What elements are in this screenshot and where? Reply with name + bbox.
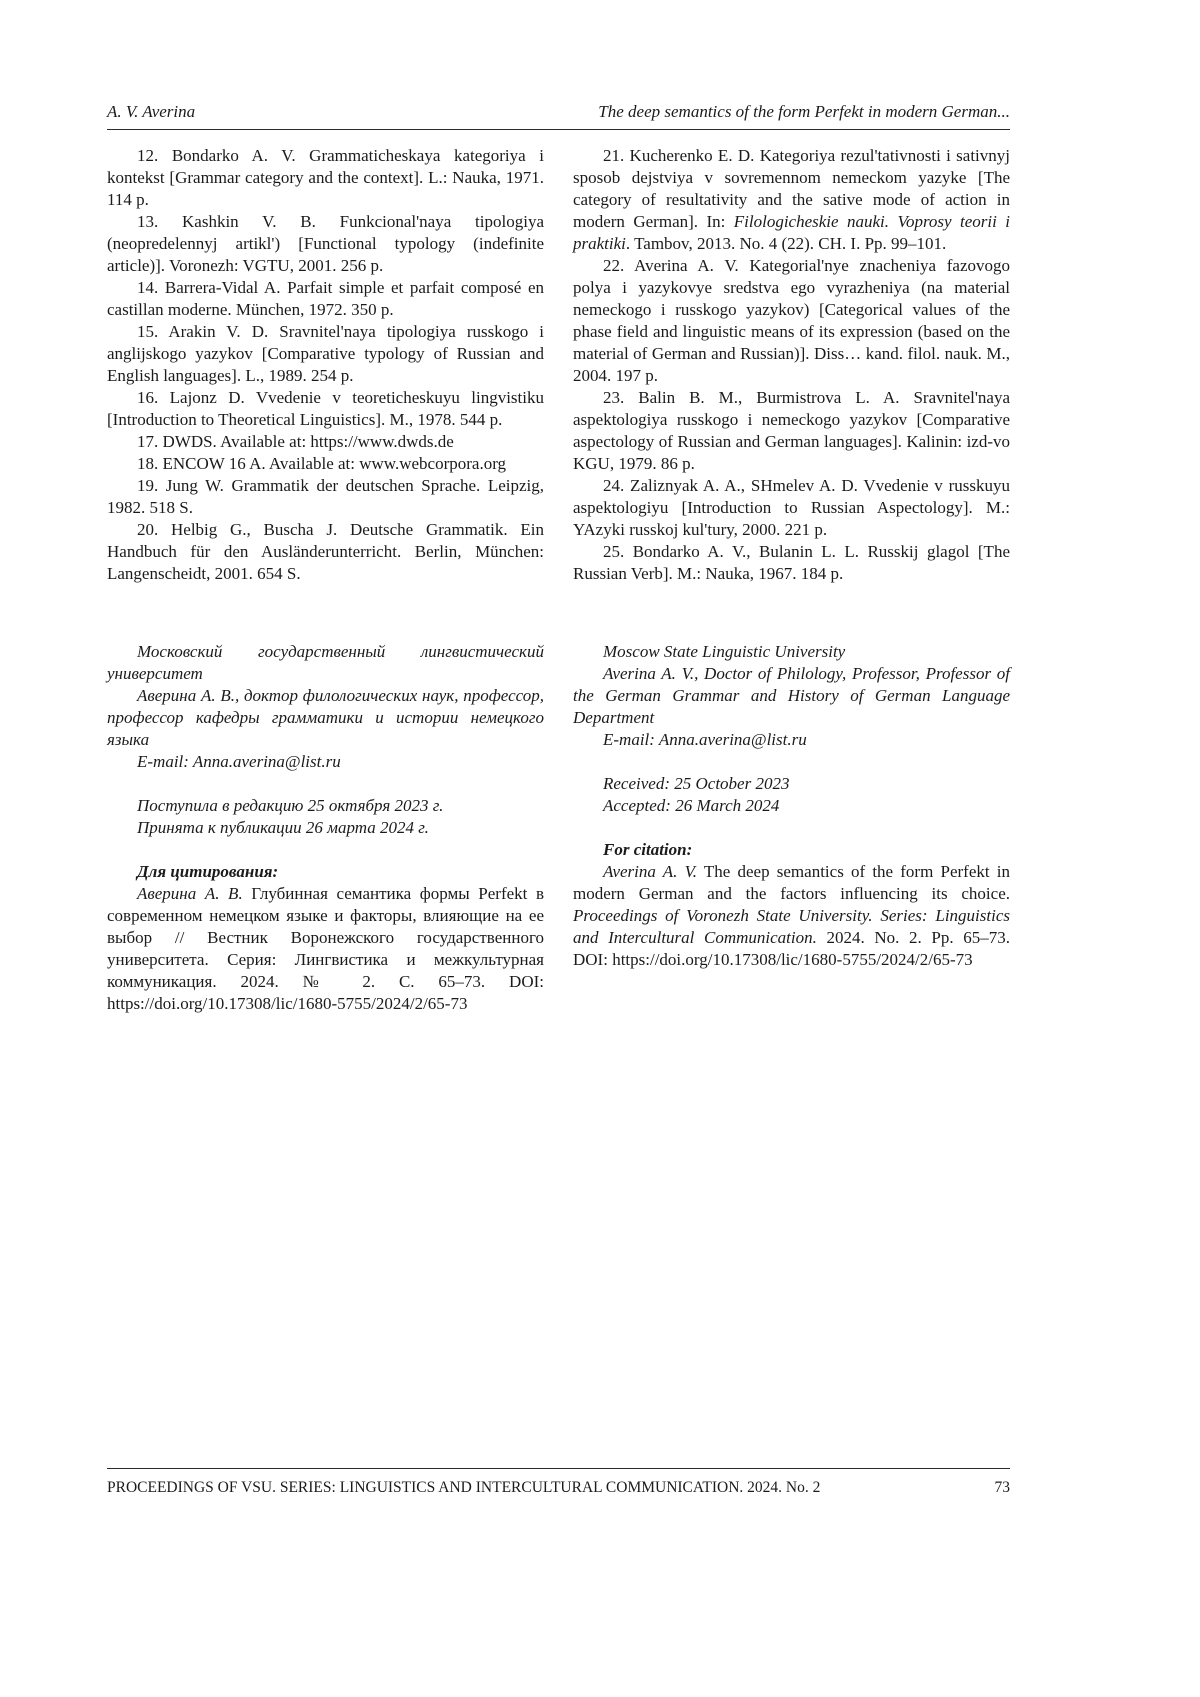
footer-page-number: 73 xyxy=(994,1479,1010,1496)
text-run: 19. Jung W. Grammatik der deutschen Sprache. Leipzig, 1982. 518 S. xyxy=(107,476,544,517)
dates-ru xyxy=(107,795,544,839)
text-run: Глубинная семантика формы Perfekt в современном немецком языке и факторы, влияющие на ее выбор // Вестник Воронежского государственного университета. Серия: Лингвистика и межкультурная коммуникация. 2024. № 2. С. 65–73. DOI: https://doi.org/10.17308/lic/1680-5755/2024/2/65-73 xyxy=(107,884,544,1013)
running-header-title: The deep semantics of the form Perfekt in modern German... xyxy=(598,102,1010,121)
left-column xyxy=(107,145,544,1015)
reference-item xyxy=(573,541,1010,585)
dates-en xyxy=(573,773,1010,817)
text-run: Аверина А. В., доктор филологических наук, профессор, профессор кафедры грамматики и истории немецкого языка xyxy=(107,686,544,749)
text-run: 13. Kashkin V. B. Funkcional'naya tipologiya (neopredelennyj artikl') [Functional typology (indefinite article)]. Voronezh: VGTU, 2001. 256 p. xyxy=(107,212,544,275)
text-run: Proceedings of Voronezh State University. Series: Linguistics and Intercultural Communication. xyxy=(573,906,1010,947)
two-column-body xyxy=(107,145,1010,1015)
date-line xyxy=(107,795,544,817)
footer-journal-line: PROCEEDINGS OF VSU. SERIES: LINGUISTICS AND INTERCULTURAL COMMUNICATION. 2024. No. 2 xyxy=(107,1479,821,1496)
text-run: Received: 25 October 2023 xyxy=(603,774,790,793)
author-info-ru xyxy=(107,641,544,773)
text-run: Аверина А. В. xyxy=(137,884,243,903)
text-run: 17. DWDS. Available at: https://www.dwds.de xyxy=(137,432,454,451)
reference-item xyxy=(107,277,544,321)
author-info-en xyxy=(573,641,1010,751)
citation-text-en xyxy=(573,861,1010,971)
references-list-right xyxy=(573,145,1010,585)
text-run: Поступила в редакцию 25 октября 2023 г. xyxy=(137,796,444,815)
text-run: 14. Barrera-Vidal A. Parfait simple et parfait composé en castillan moderne. München, 1972. 350 p. xyxy=(107,278,544,319)
text-run: Принята к публикации 26 марта 2024 г. xyxy=(137,818,429,837)
text-run: 2024. No. 2. Pp. 65–73. DOI: https://doi.org/10.17308/lic/1680-5755/2024/2/65-73 xyxy=(573,928,1011,969)
text-run: 18. ENCOW 16 A. Available at: www.webcorpora.org xyxy=(137,454,507,473)
text-run: 22. Averina A. V. Kategorial'nye znacheniya fazovogo polya i yazykovye sredstva ego vyrazheniya (na material nemeckogo i russkogo yazykov) [Categorical values of the phase field and linguistic means of its expression (based on the material of German and Russian)]. Diss… kand. filol. nauk. M., 2004. 197 p. xyxy=(573,256,1010,385)
text-run: Для цитирования: xyxy=(137,862,279,881)
text-run: Московский государственный лингвистический университет xyxy=(107,642,544,683)
author-info-line xyxy=(107,685,544,751)
page-content xyxy=(107,102,1010,1015)
reference-item xyxy=(107,453,544,475)
reference-item xyxy=(107,431,544,453)
text-run: Accepted: 26 March 2024 xyxy=(603,796,780,815)
references-list-left xyxy=(107,145,544,585)
date-line xyxy=(573,795,1010,817)
text-run: Moscow State Linguistic University xyxy=(603,642,846,661)
reference-item xyxy=(107,321,544,387)
reference-item xyxy=(107,387,544,431)
text-run: 23. Balin B. M., Burmistrova L. A. Sravnitel'naya aspektologiya russkogo i nemeckogo yazykov [Comparative aspectology of Russian and German languages]. Kalinin: izd-vo KGU, 1979. 86 p. xyxy=(573,388,1010,473)
author-info-line xyxy=(107,641,544,685)
author-info-line xyxy=(573,729,1010,751)
text-run: . Tambov, 2013. No. 4 (22). CH. I. Pp. 99–101. xyxy=(625,234,947,253)
text-run: 15. Arakin V. D. Sravnitel'naya tipologiya russkogo i anglijskogo yazykov [Comparative typology of Russian and English languages]. L., 1989. 254 p. xyxy=(107,322,544,385)
reference-item xyxy=(573,475,1010,541)
text-run: For citation: xyxy=(603,840,693,859)
text-run: 20. Helbig G., Buscha J. Deutsche Grammatik. Ein Handbuch für den Ausländerunterricht. Berlin, München: Langenscheidt, 2001. 654 S. xyxy=(107,520,544,583)
author-info-line xyxy=(573,663,1010,729)
text-run: 25. Bondarko A. V., Bulanin L. L. Russkij glagol [The Russian Verb]. M.: Nauka, 1967. 184 p. xyxy=(573,542,1010,583)
text-run: 16. Lajonz D. Vvedenie v teoreticheskuyu lingvistiku [Introduction to Theoretical Linguistics]. M., 1978. 544 p. xyxy=(107,388,544,429)
date-line xyxy=(107,817,544,839)
page-footer xyxy=(107,1468,1010,1497)
reference-item xyxy=(107,519,544,585)
citation-ru xyxy=(107,861,544,1015)
reference-item xyxy=(573,255,1010,387)
date-line xyxy=(573,773,1010,795)
running-header-author: A. V. Averina xyxy=(107,102,196,121)
right-column xyxy=(573,145,1010,1015)
reference-item xyxy=(573,387,1010,475)
text-run: E-mail: Anna.averina@list.ru xyxy=(137,752,341,771)
text-run: 12. Bondarko A. V. Grammaticheskaya kategoriya i kontekst [Grammar category and the context]. L.: Nauka, 1971. 114 p. xyxy=(107,146,544,209)
author-info-line xyxy=(107,751,544,773)
reference-item xyxy=(573,145,1010,255)
author-info-line xyxy=(573,641,1010,663)
citation-heading-ru xyxy=(107,861,544,883)
running-header xyxy=(107,102,1010,130)
text-run: E-mail: Anna.averina@list.ru xyxy=(603,730,807,749)
text-run: The deep semantics of the form Perfekt in modern German and the factors influencing its choice. xyxy=(573,862,1010,903)
text-run: Averina A. V. xyxy=(603,862,698,881)
citation-text-ru xyxy=(107,883,544,1015)
text-run: 21. Kucherenko E. D. Kategoriya rezul'tativnosti i sativnyj sposob dejstviya v sovremennom nemeckom yazyke [The category of resultativity and the sative mode of action in modern German]. In: xyxy=(573,146,1010,231)
reference-item xyxy=(107,211,544,277)
text-run: Filologicheskie nauki. Voprosy teorii i praktiki xyxy=(573,212,1010,253)
text-run: 24. Zaliznyak A. A., SHmelev A. D. Vvedenie v russkuyu aspektologiyu [Introduction to Russian Aspectology]. M.: YAzyki russkoj kul'tury, 2000. 221 p. xyxy=(573,476,1010,539)
text-run: Averina A. V., Doctor of Philology, Professor, Professor of the German Grammar and History of German Language Department xyxy=(573,664,1010,727)
reference-item xyxy=(107,145,544,211)
reference-item xyxy=(107,475,544,519)
citation-heading-en xyxy=(573,839,1010,861)
citation-en xyxy=(573,839,1010,971)
